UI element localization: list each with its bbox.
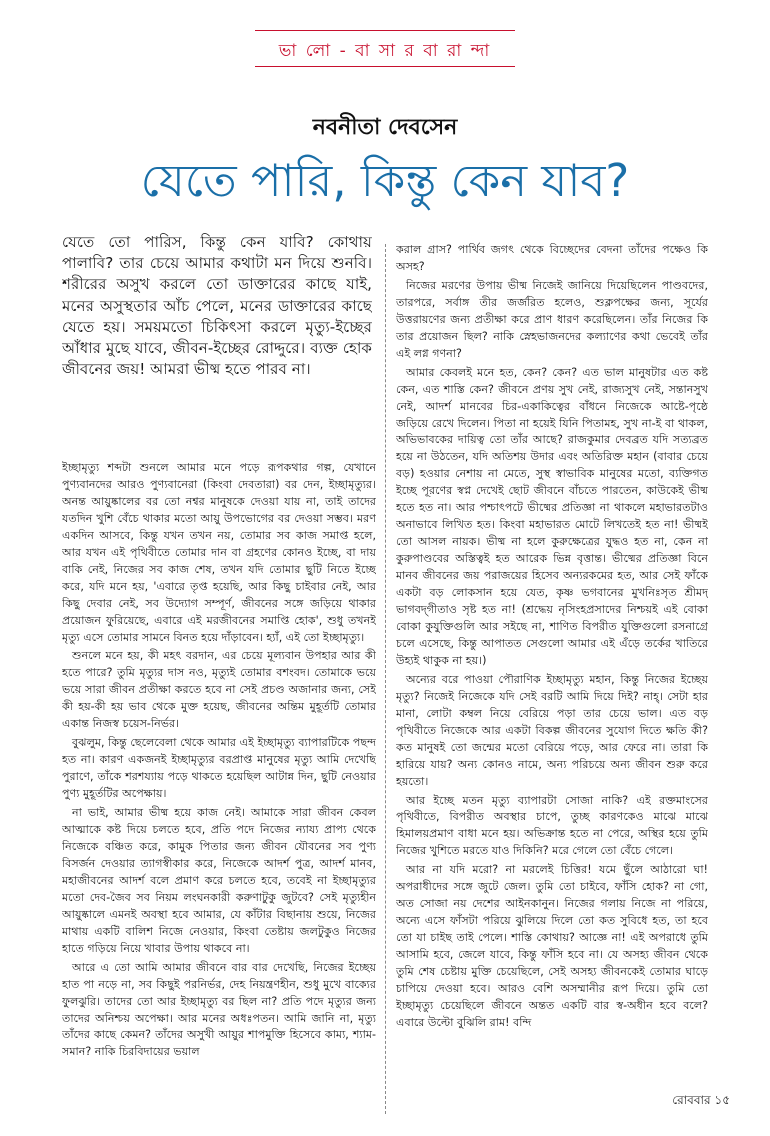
series-rule-top — [255, 30, 515, 31]
column-right — [396, 242, 708, 1048]
paragraph: আরে এ তো আমি আমার জীবনে বার বার দেখেছি, নিজের ইচ্ছেয় হাত পা নড়ে না, সব কিছুই পরনির্ভর, দেহ নিয়ন্ত্রণহীন, শুধু মুখে বাক্যের ফুলঝুরি। তাদের তো আর ইচ্ছামৃত্যু বর ছিল না? প্রতি পদে মৃত্যুর জন্য তাদের অনিশ্চয় অপেক্ষা। আর মনের অধঃপতন। আমি জানি না, মৃত্যু তাঁদের কাছে কেমন? তাঁদের অসুখী আয়ুর শাপমুক্তি হিসেবে কাম্য, শ্যাম-সমান? নাকি চিরবিদায়ের ভয়াল — [62, 960, 376, 1059]
paragraph: করাল গ্রাস? পার্থিব জগৎ থেকে বিচ্ছেদের বেদনা তাঁদের পক্ষেও কি অসহ? — [396, 243, 708, 273]
paragraph: নিজের মরণের উপায় ভীষ্ম নিজেই জানিয়ে দিয়েছিলেন পাণ্ডবদের, তারপরে, সর্বাঙ্গ তীর জর্জরিত হলেও, শুক্লপক্ষের জন্য, সূর্যের উত্তরায়ণের জন্য প্রতীক্ষা করে প্রাণ ধারণ করেছিলেন। তাঁর নিজের কি তার প্রয়োজন ছিল? নাকি স্নেহভাজনদের কল্যাণের কথা ভেবেই তাঁর এই লগ্ন গণনা? — [396, 278, 708, 360]
author-name: নবনীতা দেবসেন — [312, 115, 458, 140]
intro-paragraph: যেতে তো পারিস, কিন্তু কেন যাবি? কোথায় পালাবি? তার চেয়ে আমার কথাটা মন দিয়ে শুনবি। শরীরের অসুখ করলে তো ডাক্তারের কাছে যাই, মনের অসুস্থতার আঁচ পেলে, মনের ডাক্তারের কাছে যেতে হয়। সময়মতো চিকিৎসা করলে মৃত্যু-ইচ্ছের আঁধার মুছে যাবে, জীবন-ইচ্ছের রোদ্দুরে। ব্যক্ত হোক জীবনের জয়! আমরা ভীষ্ম হতে পারব না। — [62, 233, 372, 379]
series-rule-bottom — [255, 66, 515, 67]
paragraph: শুনলে মনে হয়, কী মহৎ বরদান, এর চেয়ে মূল্যবান উপহার আর কী হতে পারে? তুমি মৃত্যুর দাস নও, মৃত্যুই তোমার বশংবদ। তোমাকে ভয়ে ভয়ে সারা জীবন প্রতীক্ষা করতে হবে না সেই প্রচণ্ড অজানার জন্য, সেই কী হয়-কী হয় ভাব থেকে মুক্ত হয়েছ, জীবনের অন্তিম মুহূর্তটি তোমার একান্ত নিজস্ব চয়েস-নির্ভর। — [62, 649, 376, 731]
article-title: যেতে পারি, কিন্তু কেন যাব? — [140, 154, 630, 207]
paragraph: ইচ্ছামৃত্যু শব্দটা শুনলে আমার মনে পড়ে রূপকথার গল্প, যেখানে পুণ্যবানদের আরও পুণ্যবানেরা (কিংবা দেবতারা) বর দেন, ইচ্ছামৃত্যুর। অনন্ত আয়ুষ্কালের বর তো নশ্বর মানুষকে দেওয়া যায় না, তাই তাদের যতদিন খুশি বেঁচে থাকার মতো আয়ু উপভোগের বর দেওয়া সম্ভব। মরণ একদিন আসবে, কিন্তু যখন তখন নয়, তোমার সব কাজ সমাপ্ত হলে, আর যখন এই পৃথিবীতে তোমার দান বা গ্রহণের কোনও ইচ্ছে, বা দায় বাকি নেই, নিজের সব কাজ শেষ, তখন যদি তোমার ছুটি নিতে ইচ্ছে করে, যদি মনে হয়, 'এবারে তৃপ্ত হয়েছি, আর কিছু চাইবার নেই, আর কিছু দেবার নেই, সব উদ্যোগ সম্পূর্ণ, জীবনের সঙ্গে জড়িয়ে থাকার প্রয়োজন ফুরিয়েছে, এবারে এই মরজীবনের সমাপ্তি হোক', শুধু তখনই মৃত্যু এসে তোমার সামনে বিনত হয়ে দাঁড়াবেন। হ্যাঁ, এই তো ইচ্ছামৃত্যু। — [62, 461, 376, 644]
paragraph: আর না যদি মরো? না মরলেই চিত্তির! যমে ছুঁলে আঠারো ঘা! অপরাধীদের সঙ্গে জুটে জেল। তুমি তো চাইবে, ফাঁসি হোক? না গো, অত সোজা নয় দেশের আইনকানুন। নিজের গলায় নিজে না পরিয়ে, অন্যে এসে ফাঁসটা পরিয়ে ঝুলিয়ে দিলে তো কত সুবিধে হত, তা হবে তো যা চাইছ তাই পেলে। শাস্তি কোথায়? আজ্ঞে না! এই অপরাধে তুমি আসামি হবে, জেলে যাবে, কিন্তু ফাঁসি হবে না। যে অসহ্য জীবন থেকে তুমি শেষ চেষ্টায় মুক্তি চেয়েছিলে, সেই অসহ্য জীবনকেই তোমার ঘাড়ে চাপিয়ে দেওয়া হবে। আরও বেশি অসম্মানীর রূপ দিয়ে। তুমি তো ইচ্ছামৃত্যু চেয়েছিলে জীবনে অন্তত একটি বার স্ব-অধীন হবে বলে? এবারে উল্টো বুঝিলি রাম! বন্দি — [396, 863, 708, 1029]
paragraph: না ভাই, আমার ভীষ্ম হয়ে কাজ নেই। আমাকে সারা জীবন কেবল আত্মাকে কষ্ট দিয়ে চলতে হবে, প্রতি পদে নিজের ন্যায্য প্রাপ্য থেকে নিজেকে বঞ্চিত করে, কামুক পিতার জন্য জীবন যৌবনের সব পুণ্য বিসর্জন দেওয়ার ত্যাগস্বীকার করে, নিজেকে আদর্শ পুত্র, আদর্শ মানব, মহাজীবনের আদর্শ বলে প্রমাণ করে চলতে হবে, তবেই না ইচ্ছামৃত্যুর মতো দেব-জৈব সব নিয়ম লংঘনকারী করুণাটুকু জুটবে? সেই মৃত্যুহীন আয়ুষ্কালে এমনই অবস্থা হবে আমার, যে কাঁটার বিছানায় শুয়ে, নিজের মাথায় একটি বালিশ নিজে নেওয়ার, কিংবা তেষ্টায় জলটুকুও নিজের হাতে গড়িয়ে নিয়ে খাবার উপায় থাকবে না। — [62, 806, 376, 955]
series-title: ভা লো - বা সা র বা রা ন্দা — [278, 41, 492, 61]
paragraph: আমার কেবলই মনে হত, কেন? কেন? এত ভাল মানুষটার এত কষ্ট কেন, এত শাস্তি কেন? জীবনে প্রণয় সুখ নেই, রাজ্যসুখ নেই, সন্তানসুখ নেই, আদর্শ মানবের চির-একাকিত্বের বাঁধনে নিজেকে আষ্টে-পৃষ্ঠে জড়িয়ে রেখে দিলেন। পিতা না হয়েই যিনি পিতামহ, সুখ না-ই বা থাকল, অভিভাবকের দায়িত্ব তো তাঁর আছে? রাজকুমার দেবব্রত যদি সত্যব্রত হয়ে না উঠতেন, যদি অতিশয় উদার এবং অতিরিক্ত মহান (বাবার চেয়ে বড়) হওয়ার নেশায় না মেতে, সুস্থ স্বাভাবিক মানুষের মতো, ব্যক্তিগত ইচ্ছে পূরণের স্বপ্ন দেখেই ছোট জীবনে বাঁচতে পারতেন, কাউকেই ভীষ্ম হতে হত না। আর পশ্চাৎপটে ভীষ্মের প্রতিজ্ঞা না থাকলে মহাভারতটাও অনাভাবে লিখিত হত। কিংবা মহাভারত মোটে লিখতেই হত না! ভীষ্মই তো আসল নায়ক। ভীষ্ম না হলে কুরুক্ষেত্রের যুদ্ধও হত না, কেন না কুরুপাণ্ডবের অস্তিত্বই হত আরেক ভিন্ন বৃত্তান্ত। ভীষ্মের প্রতিজ্ঞা বিনে মানব জীবনের জয় পরাজয়ের হিসেব অন্যরকমের হত, আর সেই ফাঁকে একটা বড় লোকসান হয়ে যেত, কৃষ্ণ ভগবানের মুখনিঃসৃত শ্রীমদ্ ভাগবদ্‌গীতাও সৃষ্ট হত না! (শ্রদ্ধেয় নৃসিংহপ্রসাদের নিশ্চয়ই এই বোকা বোকা কুযুক্তিগুলি আর সইছে না, শাণিত বিপরীত যুক্তিগুলো রসনাগ্রে চলে এসেছে, কিন্তু আপাতত সেগুলো আমার এই এঁড়ে তর্কের খাতিরে উহ্যই থাকুক না হয়।) — [396, 365, 708, 667]
paragraph: অন্যের বরে পাওয়া পৌরাণিক ইচ্ছামৃত্যু মহান, কিন্তু নিজের ইচ্ছেয় মৃত্যু? নিজেই নিজেকে যদি সেই বরটি আমি দিয়ে দিই? নাহ্‌। সেটা হার মানা, লোটা কম্বল নিয়ে বেরিয়ে পড়া তার চেয়ে ভাল। এত বড় পৃথিবীতে নিজেকে আর একটা বিকল্প জীবনের সুযোগ দিতে ক্ষতি কী? কত মানুষই তো জন্মের মতো বেরিয়ে পড়ে, আর ফেরে না। তারা কি হারিয়ে যায়? অন্য কোনও নামে, অন্য পরিচয়ে অন্য জীবন শুরু করে হয়তো। — [396, 672, 708, 788]
paragraph: বুঝলুম, কিন্তু ছেলেবেলা থেকে আমার এই ইচ্ছামৃত্যু ব্যাপারটিকে পছন্দ হত না। কারণ একজনই ইচ্ছামৃত্যুর বরপ্রাপ্ত মানুষের মৃত্যু আমি দেখেছি পুরাণে, তাঁকে শরশয্যায় পড়ে থাকতে হয়েছিল আটান্ন দিন, ছুটি নেওয়ার পুণ্য মুহূর্তটির অপেক্ষায়। — [62, 736, 376, 801]
page-number: রোববার ১৫ — [672, 1093, 730, 1107]
column-divider — [385, 244, 386, 1114]
paragraph: আর ইচ্ছে মতন মৃত্যু ব্যাপারটা সোজা নাকি? এই রক্তমাংসের পৃথিবীতে, বিপরীত অবস্থার চাপে, তুচ্ছ কারণকেও মাঝে মাঝে হিমালয়প্রমাণ বাধা মনে হয়। অভিক্রান্ত হতে না পেরে, অস্থির হয়ে তুমি নিজের খুশিতে মরতে যাও দিকিনি? মরে গেলে তো বেঁচে গেলে। — [396, 793, 708, 858]
column-left — [62, 460, 376, 1116]
